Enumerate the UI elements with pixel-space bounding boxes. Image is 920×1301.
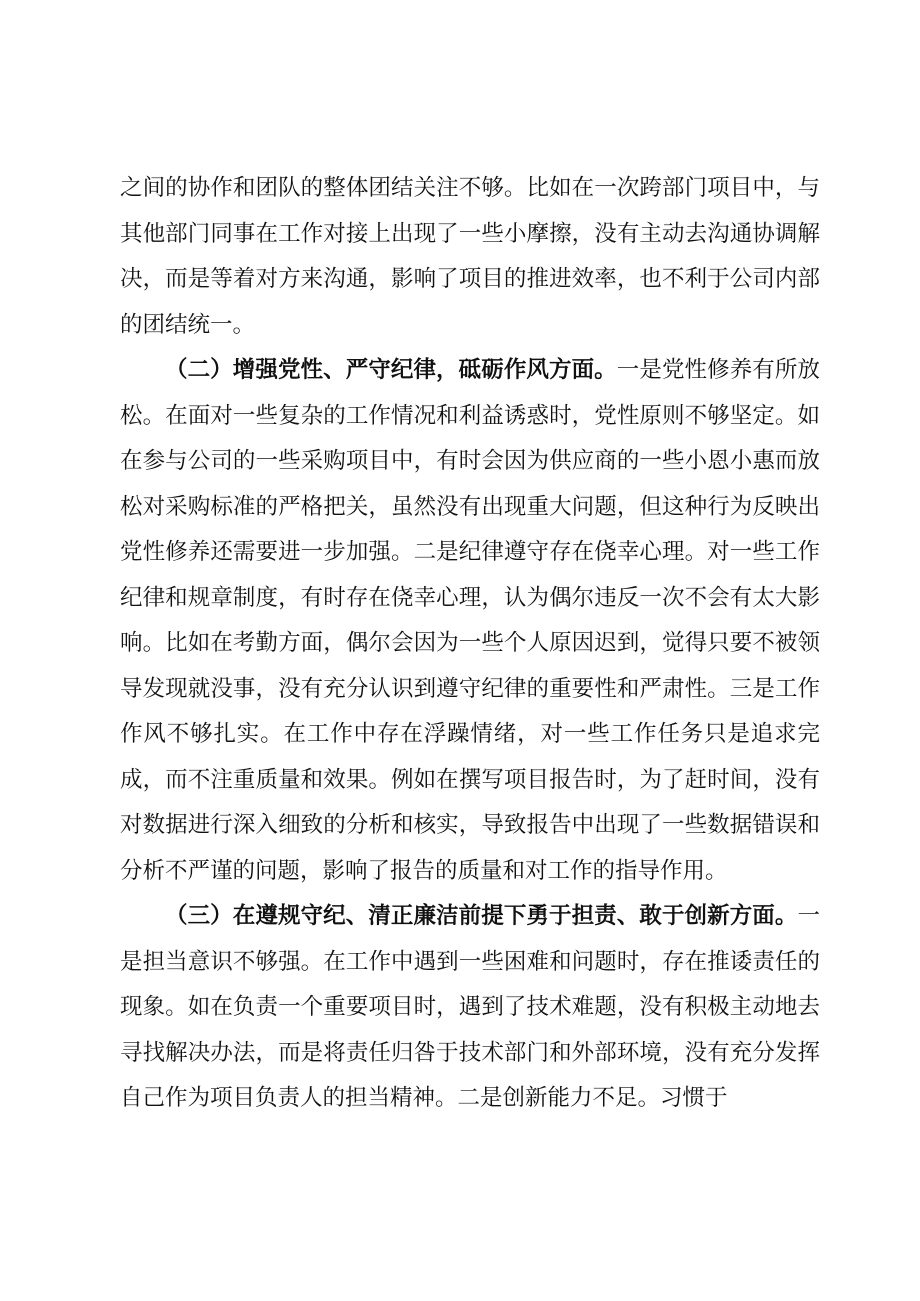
section-2-body: 一是党性修养有所放松。在面对一些复杂的工作情况和利益诱惑时，党性原则不够坚定。如在参与公司的一些采购项目中，有时会因为供应商的一些小恩小惠而放松对采购标准的严格把关，虽然没有出现重大问题，但这种行为反映出党性修养还需要进一步加强。二是纪律遵守存在侥幸心理。对一些工作纪律和规章制度，有时存在侥幸心理，认为偶尔违反一次不会有太大影响。比如在考勤方面，偶尔会因为一些个人原因迟到，觉得只要不被领导发现就没事，没有充分认识到遵守纪律的重要性和严肃性。三是工作作风不够扎实。在工作中存在浮躁情绪，对一些工作任务只是追求完成，而不注重质量和效果。例如在撰写项目报告时，为了赶时间，没有对数据进行深入细致的分析和核实，导致报告中出现了一些数据错误和分析不严谨的问题，影响了报告的质量和对工作的指导作用。 [120,357,820,884]
document-body [120,166,820,1122]
section-2-paragraph [120,348,820,894]
section-3-paragraph [120,894,820,1122]
section-2-heading: （二）增强党性、严守纪律，砥砺作风方面。 [165,357,617,383]
section-3-body: 一是担当意识不够强。在工作中遇到一些困难和问题时，存在推诿责任的现象。如在负责一个重要项目时，遇到了技术难题，没有积极主动地去寻找解决办法，而是将责任归咎于技术部门和外部环境，没有充分发挥自己作为项目负责人的担当精神。二是创新能力不足。习惯于 [120,903,820,1111]
section-3-heading: （三）在遵规守纪、清正廉洁前提下勇于担责、敢于创新方面。 [165,903,798,929]
paragraph-continuation: 之间的协作和团队的整体团结关注不够。比如在一次跨部门项目中，与其他部门同事在工作对接上出现了一些小摩擦，没有主动去沟通协调解决，而是等着对方来沟通，影响了项目的推进效率，也不利于公司内部的团结统一。 [120,175,820,338]
